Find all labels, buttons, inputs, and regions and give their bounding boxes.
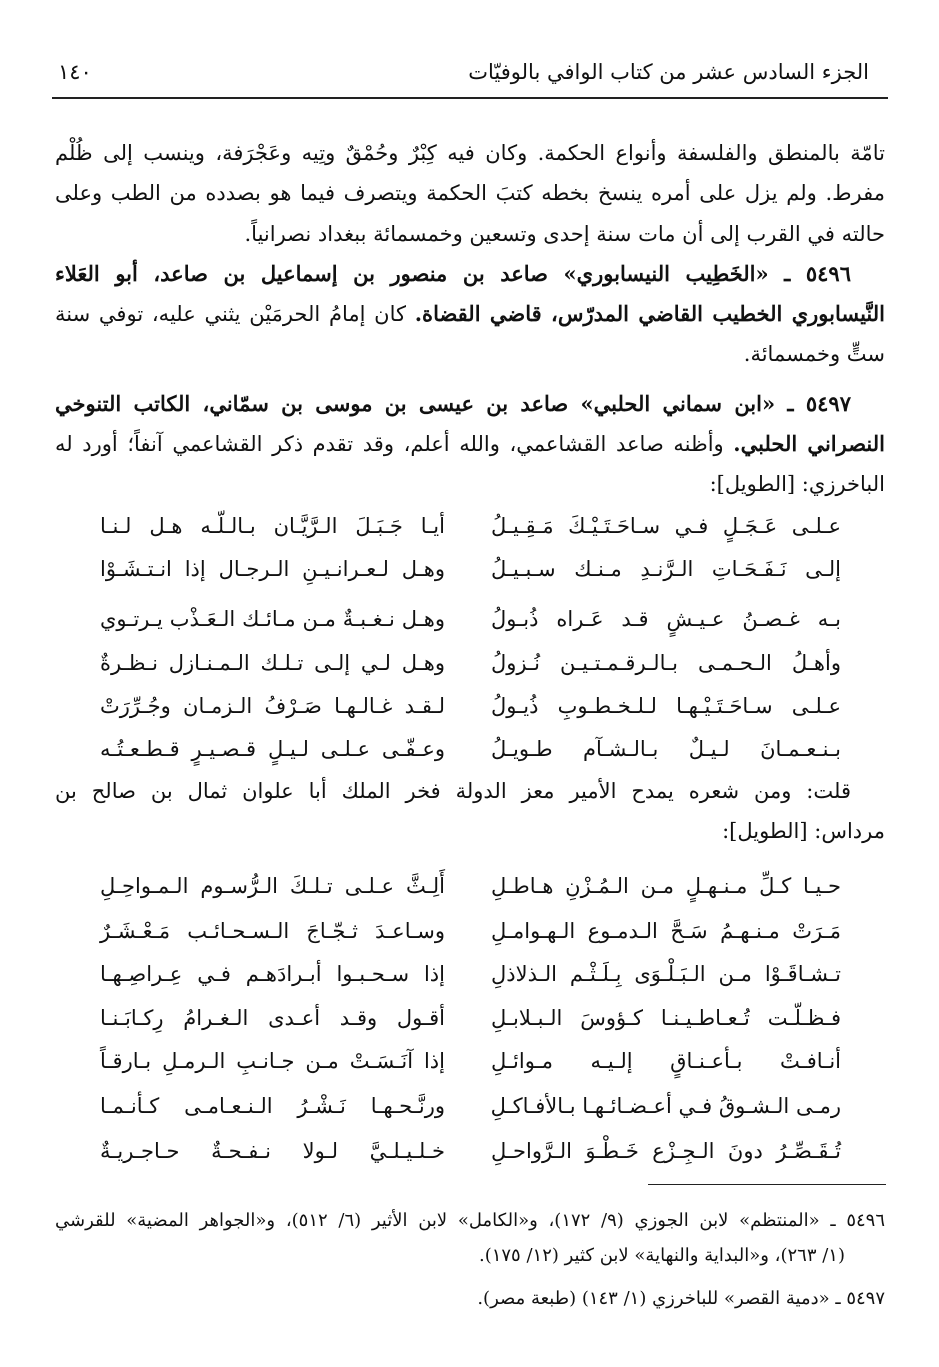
verse-first-hemistich: وسـاعـدَ ثـجّـاجَ الـسـحـائـب مَـعْـشَـرٌ	[100, 919, 445, 943]
text-segment: الباخرزي: [الطويل]:	[709, 472, 885, 496]
text-line	[55, 816, 885, 846]
text-segment: مفرط. ولم يزل على أمره ينسخ بخطه كتبَ الحكمة ويتصرف فيما هو بصدده من الطب وعلى	[55, 181, 885, 205]
verse-first-hemistich: أيـا جَـبَـلَ الـرَّيَّـان بـالـلّـه هـل لـنـا	[100, 514, 445, 538]
entry-heading: ٥٤٩٦ ـ «الخَطِيب النيسابوري» صاعد بن منصور بن إسماعيل بن صاعد، أبو العَلاء	[55, 261, 851, 286]
entry-heading: النصراني الحلبي.	[733, 431, 885, 456]
text-segment: كان إمامُ الحرمَيْن يثني عليه، توفي سنة	[55, 302, 415, 326]
page-number: ١٤٠	[58, 60, 92, 84]
text-segment: قلت: ومن شعره يمدح الأمير معز الدولة فخر الملك أبا علوان ثمال بن صالح بن	[55, 779, 851, 803]
text-line	[55, 178, 885, 208]
verse-second-hemistich: عـلـى عَـجَـلٍ فـي سـاحَـتَـيْـكَ مَـقِـيـلُ	[491, 514, 841, 538]
verse-first-hemistich: وعـفّـى عـلـى لـيـلٍ قـصـيـرٍ قـطـعـتُـه	[100, 737, 445, 761]
text-line	[55, 469, 885, 499]
footnote-line: (١/ ٢٦٣)، و«البداية والنهاية» لابن كثير (١٢/ ١٧٥).	[478, 1245, 845, 1266]
verse-first-hemistich: وهـل لـي إلـى تـلـك الـمـنـازل نـظـرةٌ	[100, 651, 445, 675]
verse-first-hemistich: وهـل لـعـرانـيـنِ الـرجـال إذا انـتـشَـوْا	[100, 557, 445, 581]
verse-first-hemistich: إذا سـحـبـوا أبـرادَهـم فـي عِـراصِـهـا	[100, 962, 445, 986]
text-segment: ستٍّ وخمسمائة.	[743, 342, 885, 366]
text-line	[55, 429, 885, 459]
verse-second-hemistich: تُـقَـصِّـرُ دونَ الـجِـزْع خَـطْـوَ الـرَّواحـلِ	[491, 1139, 841, 1163]
text-segment: تامّة بالمنطق والفلسفة وأنواع الحكمة. وكان فيه كِبْرٌ وحُمْقٌ وتِيه وعَجْرَفة، وينسب إلى ظُلْم	[55, 141, 885, 165]
verse-second-hemistich: فـظـلّـت تُـعـاطـيـنـا كـؤوسَ الـبـلابـلِ	[491, 1006, 841, 1030]
verse-second-hemistich: بـه غـصـنُ عـيـشٍ قـد عَـراه ذُبـولُ	[491, 607, 841, 631]
verse-second-hemistich: وأهـلُ الـحـمـى بـالـرقـمـتـيـن نُـزولُ	[491, 651, 841, 675]
text-line	[55, 259, 885, 289]
verse-second-hemistich: تـشـاقَـوْا مـن الـبَـلْـوَى بِـلَـثْـم الـذلاذلِ	[491, 962, 841, 986]
text-line	[55, 138, 885, 168]
verse-first-hemistich: إذا آنَـسَـتْ مـن جـانـبِ الـرمـلِ بـارقـاً	[100, 1049, 445, 1073]
verse-second-hemistich: أنـافـتْ بـأعـنـاقٍ إلـيـه مـوائـلِ	[491, 1049, 841, 1073]
verse-second-hemistich: بـنـعـمـانَ لـيـلٌ بـالـشـآم طـويـلُ	[491, 737, 841, 761]
header-rule	[52, 97, 888, 99]
text-line	[55, 389, 885, 419]
text-segment: وأظنه صاعد القشاعمي، والله أعلم، وقد تقدم ذكر القشاعمي آنفاً؛ أورد له	[55, 432, 734, 456]
text-segment: حالته في القرب إلى أن مات سنة إحدى وتسعين وخمسمائة ببغداد نصرانياً.	[244, 222, 885, 246]
verse-first-hemistich: ورنَّـحـهـا نَـشْـرُ الـنـعـامـى كـأنـمـا	[100, 1094, 445, 1118]
text-line	[55, 299, 885, 329]
verse-first-hemistich: خـلـيـلـيَّ لـولا نـفـحـةٌ حـاجـريـةٌ	[100, 1139, 445, 1163]
text-line	[55, 219, 885, 249]
text-line	[55, 339, 885, 369]
footnote-line: ٥٤٩٧ ـ «دمية القصر» للباخرزي (١/ ١٤٣) (طبعة مصر).	[477, 1288, 885, 1309]
entry-heading: النَّيسابوري الخطيب القاضي المدرّس، قاضي القضاة.	[414, 301, 886, 326]
verse-first-hemistich: لـقـد غـالـهـا صَـرْفُ الـزمـان وجُـرِّرَتْ	[100, 694, 445, 718]
footnote-rule	[648, 1184, 886, 1185]
verse-second-hemistich: مَـرَتْ مـنـهـمُ سَـحَّ الـدمـوع الـهـوامـلِ	[491, 919, 841, 943]
verse-first-hemistich: أقـول وقـد أعـدى الـغـرامُ رِكـابَـنـا	[100, 1006, 445, 1030]
verse-first-hemistich: وهـل نـغـبـةٌ مـن مـائـك الـعَـذْب يـرتـوي	[100, 607, 445, 631]
entry-heading: ٥٤٩٧ ـ «ابن سماني الحلبي» صاعد بن عيسى بن موسى بن سمّاني، الكاتب التنوخي	[55, 391, 851, 416]
text-line	[55, 776, 885, 806]
verse-second-hemistich: إلـى نَـفَـحَـاتِ الـرَّنـدِ مـنـك سـبـيـلُ	[491, 557, 841, 581]
verse-second-hemistich: حـيـا كـلِّ مـنـهـلٍ مـن الـمُـزْنِ هـاطـلِ	[491, 874, 841, 898]
verse-second-hemistich: عـلـى سـاحَـتَـيْـهـا لـلـخـطـوبِ ذُيـولُ	[491, 694, 841, 718]
verse-second-hemistich: رمـى الـشـوقُ فـي أعـضـائـهـا بـالأفـاكـلِ	[490, 1094, 841, 1118]
text-segment: مرداس: [الطويل]:	[722, 819, 885, 843]
footnote-line: ٥٤٩٦ ـ «المنتظم» لابن الجوزي (٩/ ١٧٢)، و«الكامل» لابن الأثير (٦/ ٥١٢)، و«الجواهر المضية» للقرشي	[55, 1210, 885, 1231]
verse-first-hemistich: أَلِـثَّ عـلـى تـلـكَ الـرُّسـوم الـمـواحِـلِ	[100, 874, 445, 898]
running-title: الجزء السادس عشر من كتاب الوافي بالوفيّات	[468, 60, 869, 84]
